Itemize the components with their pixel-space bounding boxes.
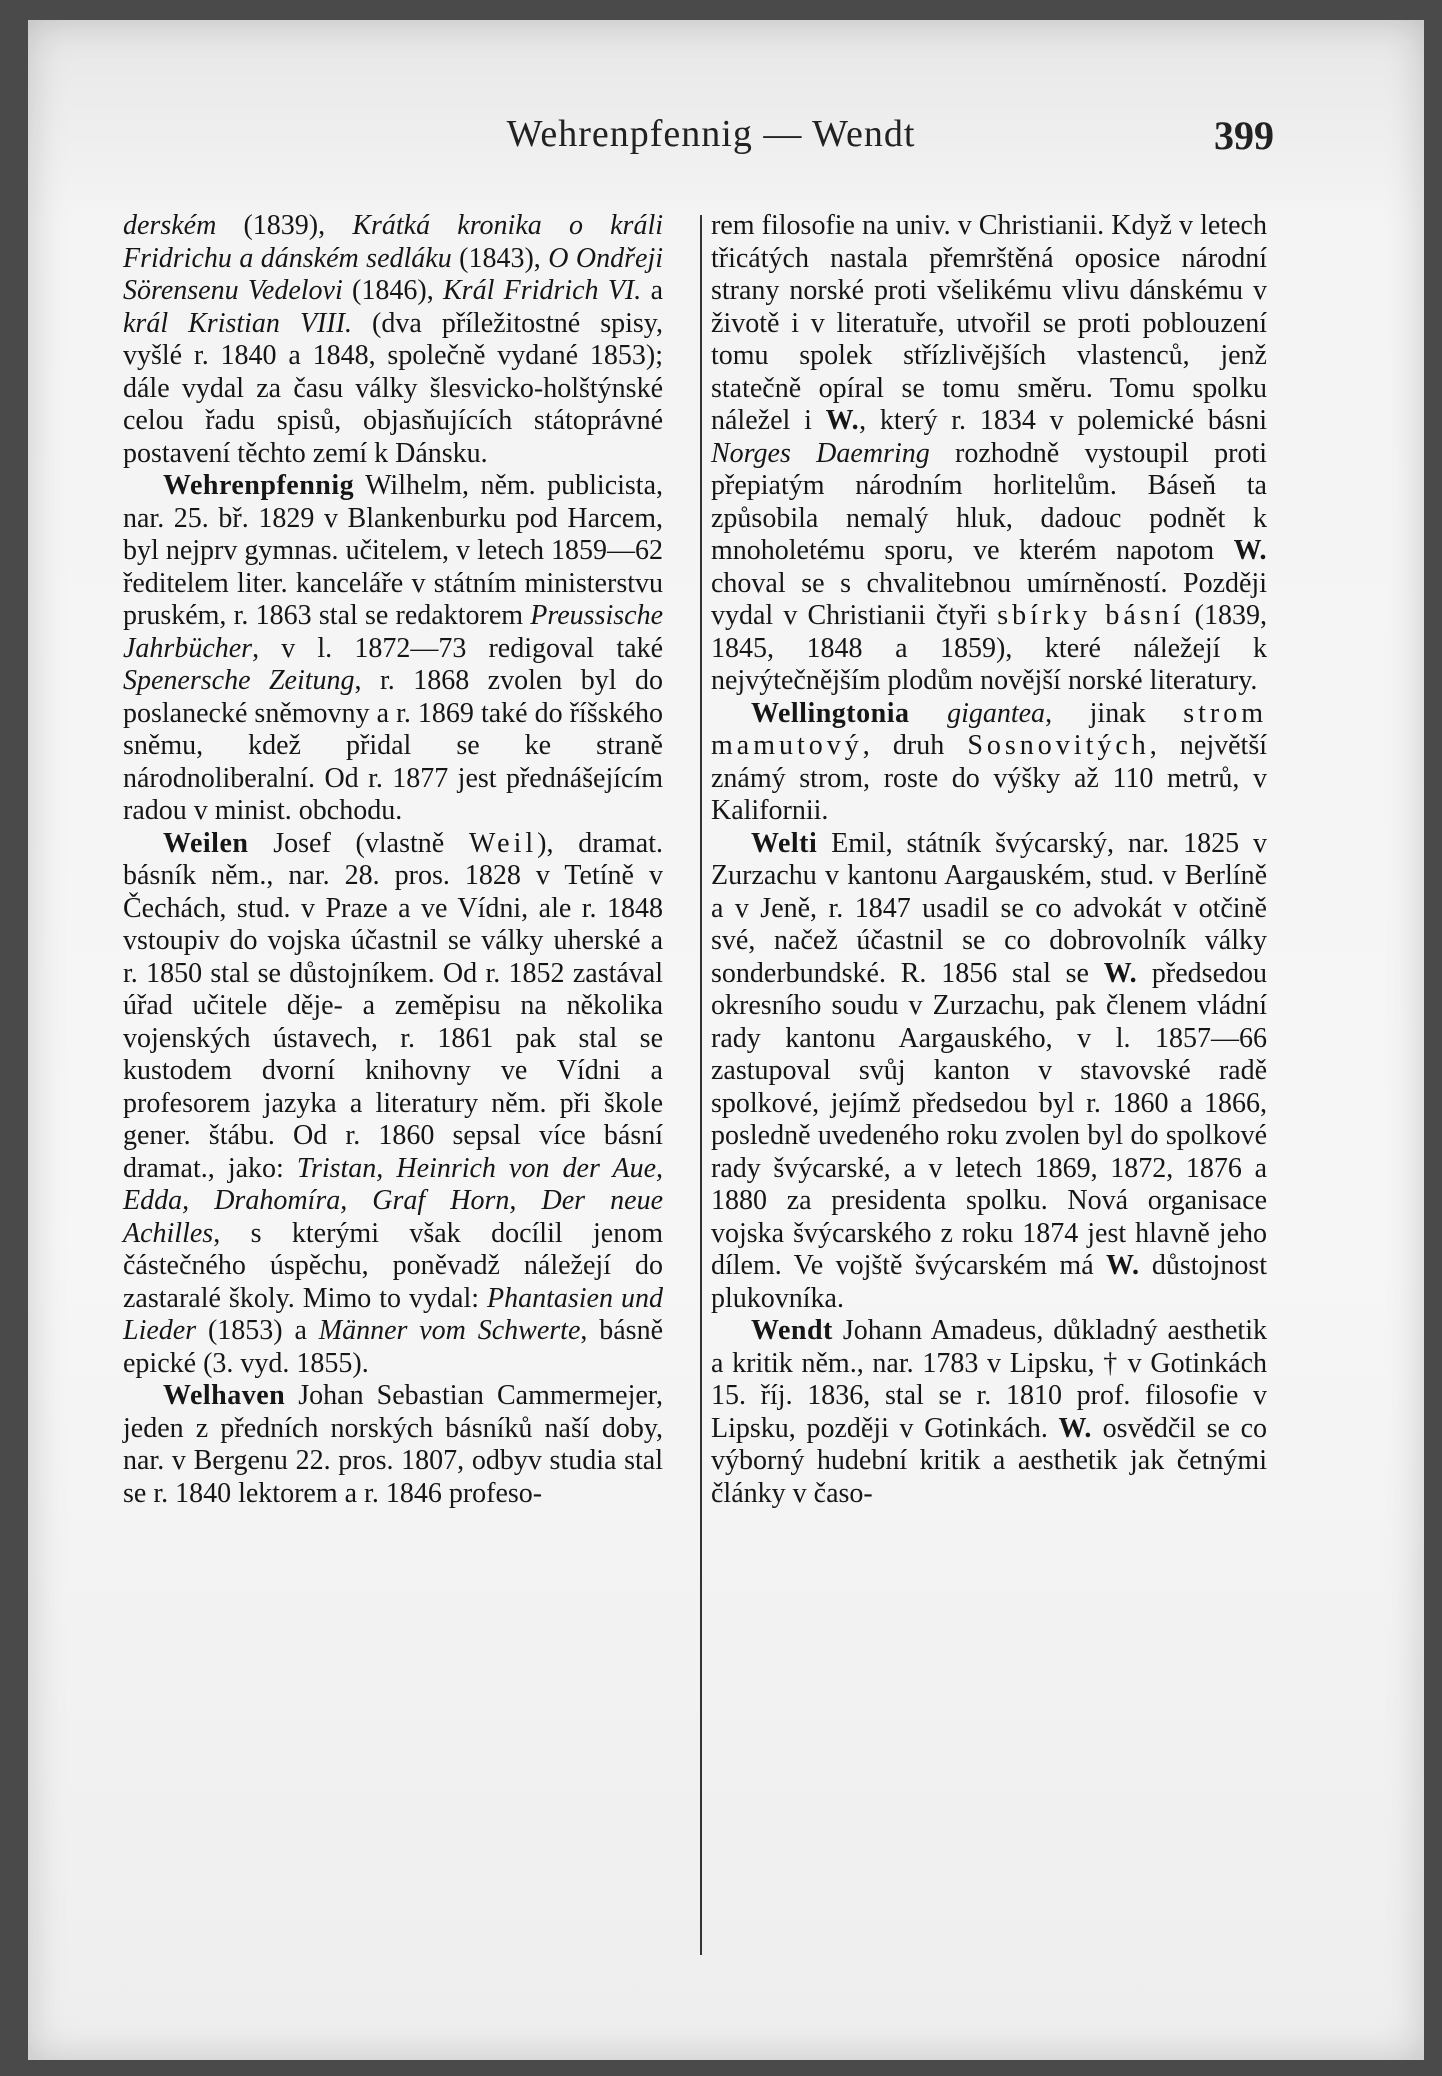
entry-headword: Wendt bbox=[751, 1315, 833, 1346]
entry-text: Josef (vlastně bbox=[248, 827, 469, 859]
column-divider bbox=[700, 215, 702, 1955]
entry-text: a bbox=[641, 275, 663, 306]
entry-text: (1839, 1845, 1848 a 1859), které náležejí k nejvýtečnějším plodům novější norské literatury. bbox=[711, 600, 1267, 696]
entry-text bbox=[909, 698, 947, 729]
entry-text: W. bbox=[1058, 1412, 1092, 1444]
entry-text: W. bbox=[1233, 535, 1267, 566]
entry-headword: Wehrenpfennig bbox=[163, 470, 355, 501]
entry-text: osvědčil se co výborný hudební kritik a aesthetik jak četnými články v časo- bbox=[711, 1412, 1268, 1509]
entry-text: strom mamutový bbox=[711, 697, 1267, 761]
entry-headword: Weilen bbox=[163, 827, 249, 859]
entry-text: derském bbox=[123, 210, 217, 241]
entry-text: ), dramat. básník něm., nar. 28. pros. 1828 v Tetíně v Čechách, stud. v Praze a ve Vídni, ale r. 1848 vstoupiv do vojska účastnil se války uherské a r. 1850 stal se důstojníkem. Od r. 1852 zastával úřad učitele děje- a zeměpisu na několika vojenských ústavech, r. 1861 pak stal se kustodem dvorní knihovny ve Vídni a profesorem jazyka a literatury něm. při škole gener. štábu. Od r. 1860 sepsal více básní dramat., jako: bbox=[123, 827, 663, 1184]
continued-text bbox=[123, 210, 663, 470]
entry-text: , který r. 1834 v polemické básni bbox=[859, 405, 1267, 436]
entry-text: Tristan, Heinrich von der Aue, Edda, Drahomíra, Graf Horn, Der neue Achilles bbox=[123, 1152, 663, 1249]
entry-text: (dva příležitostné spisy, vyšlé r. 1840 a 1848, společně vydané 1853); dále vydal za času války šlesvicko-holštýnské celou řadu spisů, objasňujících státoprávné postavení těchto zemí k Dánsku. bbox=[123, 307, 663, 469]
page-header bbox=[148, 112, 1274, 172]
entry-text: Johann Amadeus, důkladný aesthetik a kritik něm., nar. 1783 v Lipsku, † v Gotinkách 15. říj. 1836, stal se r. 1810 prof. filosofie v Lipsku, později v Gotinkách. bbox=[711, 1315, 1267, 1444]
entry-text: rozhodně vystoupil proti přepiatým národním horlitelům. Báseň ta způsobila nemalý hluk, dadouc podnět k mnoholetému sporu, ve kterém napotom bbox=[711, 437, 1268, 566]
entry-text: Emil, státník švýcarský, nar. 1825 v Zurzachu v kantonu Aargauském, stud. v Berlíně a v Jeně, r. 1847 usadil se co advokát v otčině své, načež účastnil se co dobrovolník války sonderbundské. R. 1856 stal se bbox=[711, 827, 1267, 989]
dictionary-entry bbox=[711, 698, 1267, 828]
entry-headword: Welti bbox=[751, 827, 818, 859]
dictionary-entry bbox=[123, 1380, 663, 1510]
entry-text: Wilhelm, něm. publicista, nar. 25. bř. 1829 v Blankenburku pod Harcem, byl nejprv gymnas. učitelem, v letech 1859—62 ředitelem liter. kanceláře v státním ministerstvu pruském, r. 1863 stal se redaktorem bbox=[123, 470, 663, 631]
entry-text: předsedou okresního soudu v Zurzachu, pak členem vládní rady kantonu Aargauského, v l. 1857—66 zastupoval svůj kanton v stavovské radě spolkové, jejímž předsedou byl r. 1860 a 1866, posledně uvedeného roku zvolen byl do spolkové rady švýcarské, a v letech 1869, 1872, 1876 a 1880 za presidenta spolku. Nová organisace vojska švýcarského z roku 1874 jest hlavně jeho dílem. Ve vojště švýcarském má bbox=[711, 957, 1268, 1281]
dictionary-entry bbox=[711, 828, 1267, 1316]
entry-text: Norges Daemring bbox=[711, 437, 930, 469]
entry-text: W. bbox=[1103, 957, 1138, 989]
entry-text: Phantasien und Lieder bbox=[123, 1282, 663, 1346]
entry-text: Preussische Jahrbücher bbox=[123, 600, 663, 664]
entry-text: Spenersche Zeitung bbox=[123, 665, 355, 696]
entry-text: (1846), bbox=[342, 275, 443, 306]
entry-text: , s kterými však docílil jenom částečného úspěchu, poněvadž náležejí do zastaralé školy. Mimo to vydal: bbox=[123, 1217, 663, 1314]
dictionary-entry bbox=[123, 470, 663, 828]
entry-text: Männer vom Schwerte bbox=[318, 1315, 581, 1346]
entry-text: sbírky básní bbox=[997, 600, 1185, 631]
entry-text: , druh bbox=[862, 730, 968, 761]
page-number: 399 bbox=[1214, 113, 1274, 158]
entry-text: důstojnost plukovníka. bbox=[711, 1250, 1267, 1314]
book-page bbox=[28, 20, 1424, 2060]
entry-text: , jinak bbox=[1045, 697, 1184, 729]
entry-text: (1853) a bbox=[196, 1315, 319, 1346]
entry-text: O Ondřeji Sörensenu Vedelovi bbox=[123, 242, 663, 306]
entry-text: , největší známý strom, roste do výšky až 110 metrů, v Kalifornii. bbox=[711, 730, 1268, 826]
entry-text: , v l. 1872—73 redigoval také bbox=[252, 632, 663, 664]
entry-text: Krátká kronika o králi Fridrichu a dánském sedláku bbox=[123, 210, 664, 274]
entry-text: král Kristian VIII. bbox=[123, 307, 353, 339]
left-column bbox=[123, 210, 663, 1510]
dictionary-entry bbox=[123, 828, 663, 1381]
entry-text: W. bbox=[825, 405, 860, 436]
continued-text bbox=[711, 210, 1267, 698]
dictionary-entry bbox=[711, 1315, 1267, 1510]
running-title: Wehrenpfennig — Wendt bbox=[506, 113, 916, 155]
entry-text: W. bbox=[1106, 1250, 1140, 1281]
entry-text: rem filosofie na univ. v Christianii. Když v letech třicátých nastala přemrštěná oposice národní strany norské proti všelikému vlivu dánskému v životě i v literatuře, utvořil se proti poblouzení tomu spolek střízlivějších vlastenců, jenž statečně opíral se tomu směru. Tomu spolku náležel i bbox=[711, 210, 1267, 436]
entry-text: Král Fridrich VI. bbox=[443, 275, 642, 306]
entry-text: (1839), bbox=[216, 210, 353, 241]
entry-headword: Wellingtonia bbox=[751, 697, 910, 729]
entry-text: Weil bbox=[468, 827, 538, 859]
entry-text: Sosnovitých bbox=[967, 730, 1150, 761]
entry-text: , r. 1868 zvolen byl do poslanecké sněmovny a r. 1869 také do říšského sněmu, kdež přidal se ke straně národnoliberalní. Od r. 1877 jest přednášejícím radou v minist. obchodu. bbox=[123, 665, 664, 826]
entry-text: choval se s chvalitebnou umírněností. Později vydal v Christianii čtyři bbox=[711, 567, 1267, 631]
entry-text: , básně epické (3. vyd. 1855). bbox=[123, 1315, 663, 1379]
entry-text: gigantea bbox=[947, 697, 1046, 729]
entry-text: (1843), bbox=[451, 242, 549, 274]
entry-headword: Welhaven bbox=[163, 1380, 286, 1411]
entry-text: Johan Sebastian Cammermejer, jeden z předních norských básníků naší doby, nar. v Bergenu 22. pros. 1807, odbyv studia stal se r. 1840 lektorem a r. 1846 profeso- bbox=[123, 1380, 663, 1509]
right-column bbox=[711, 210, 1267, 1510]
